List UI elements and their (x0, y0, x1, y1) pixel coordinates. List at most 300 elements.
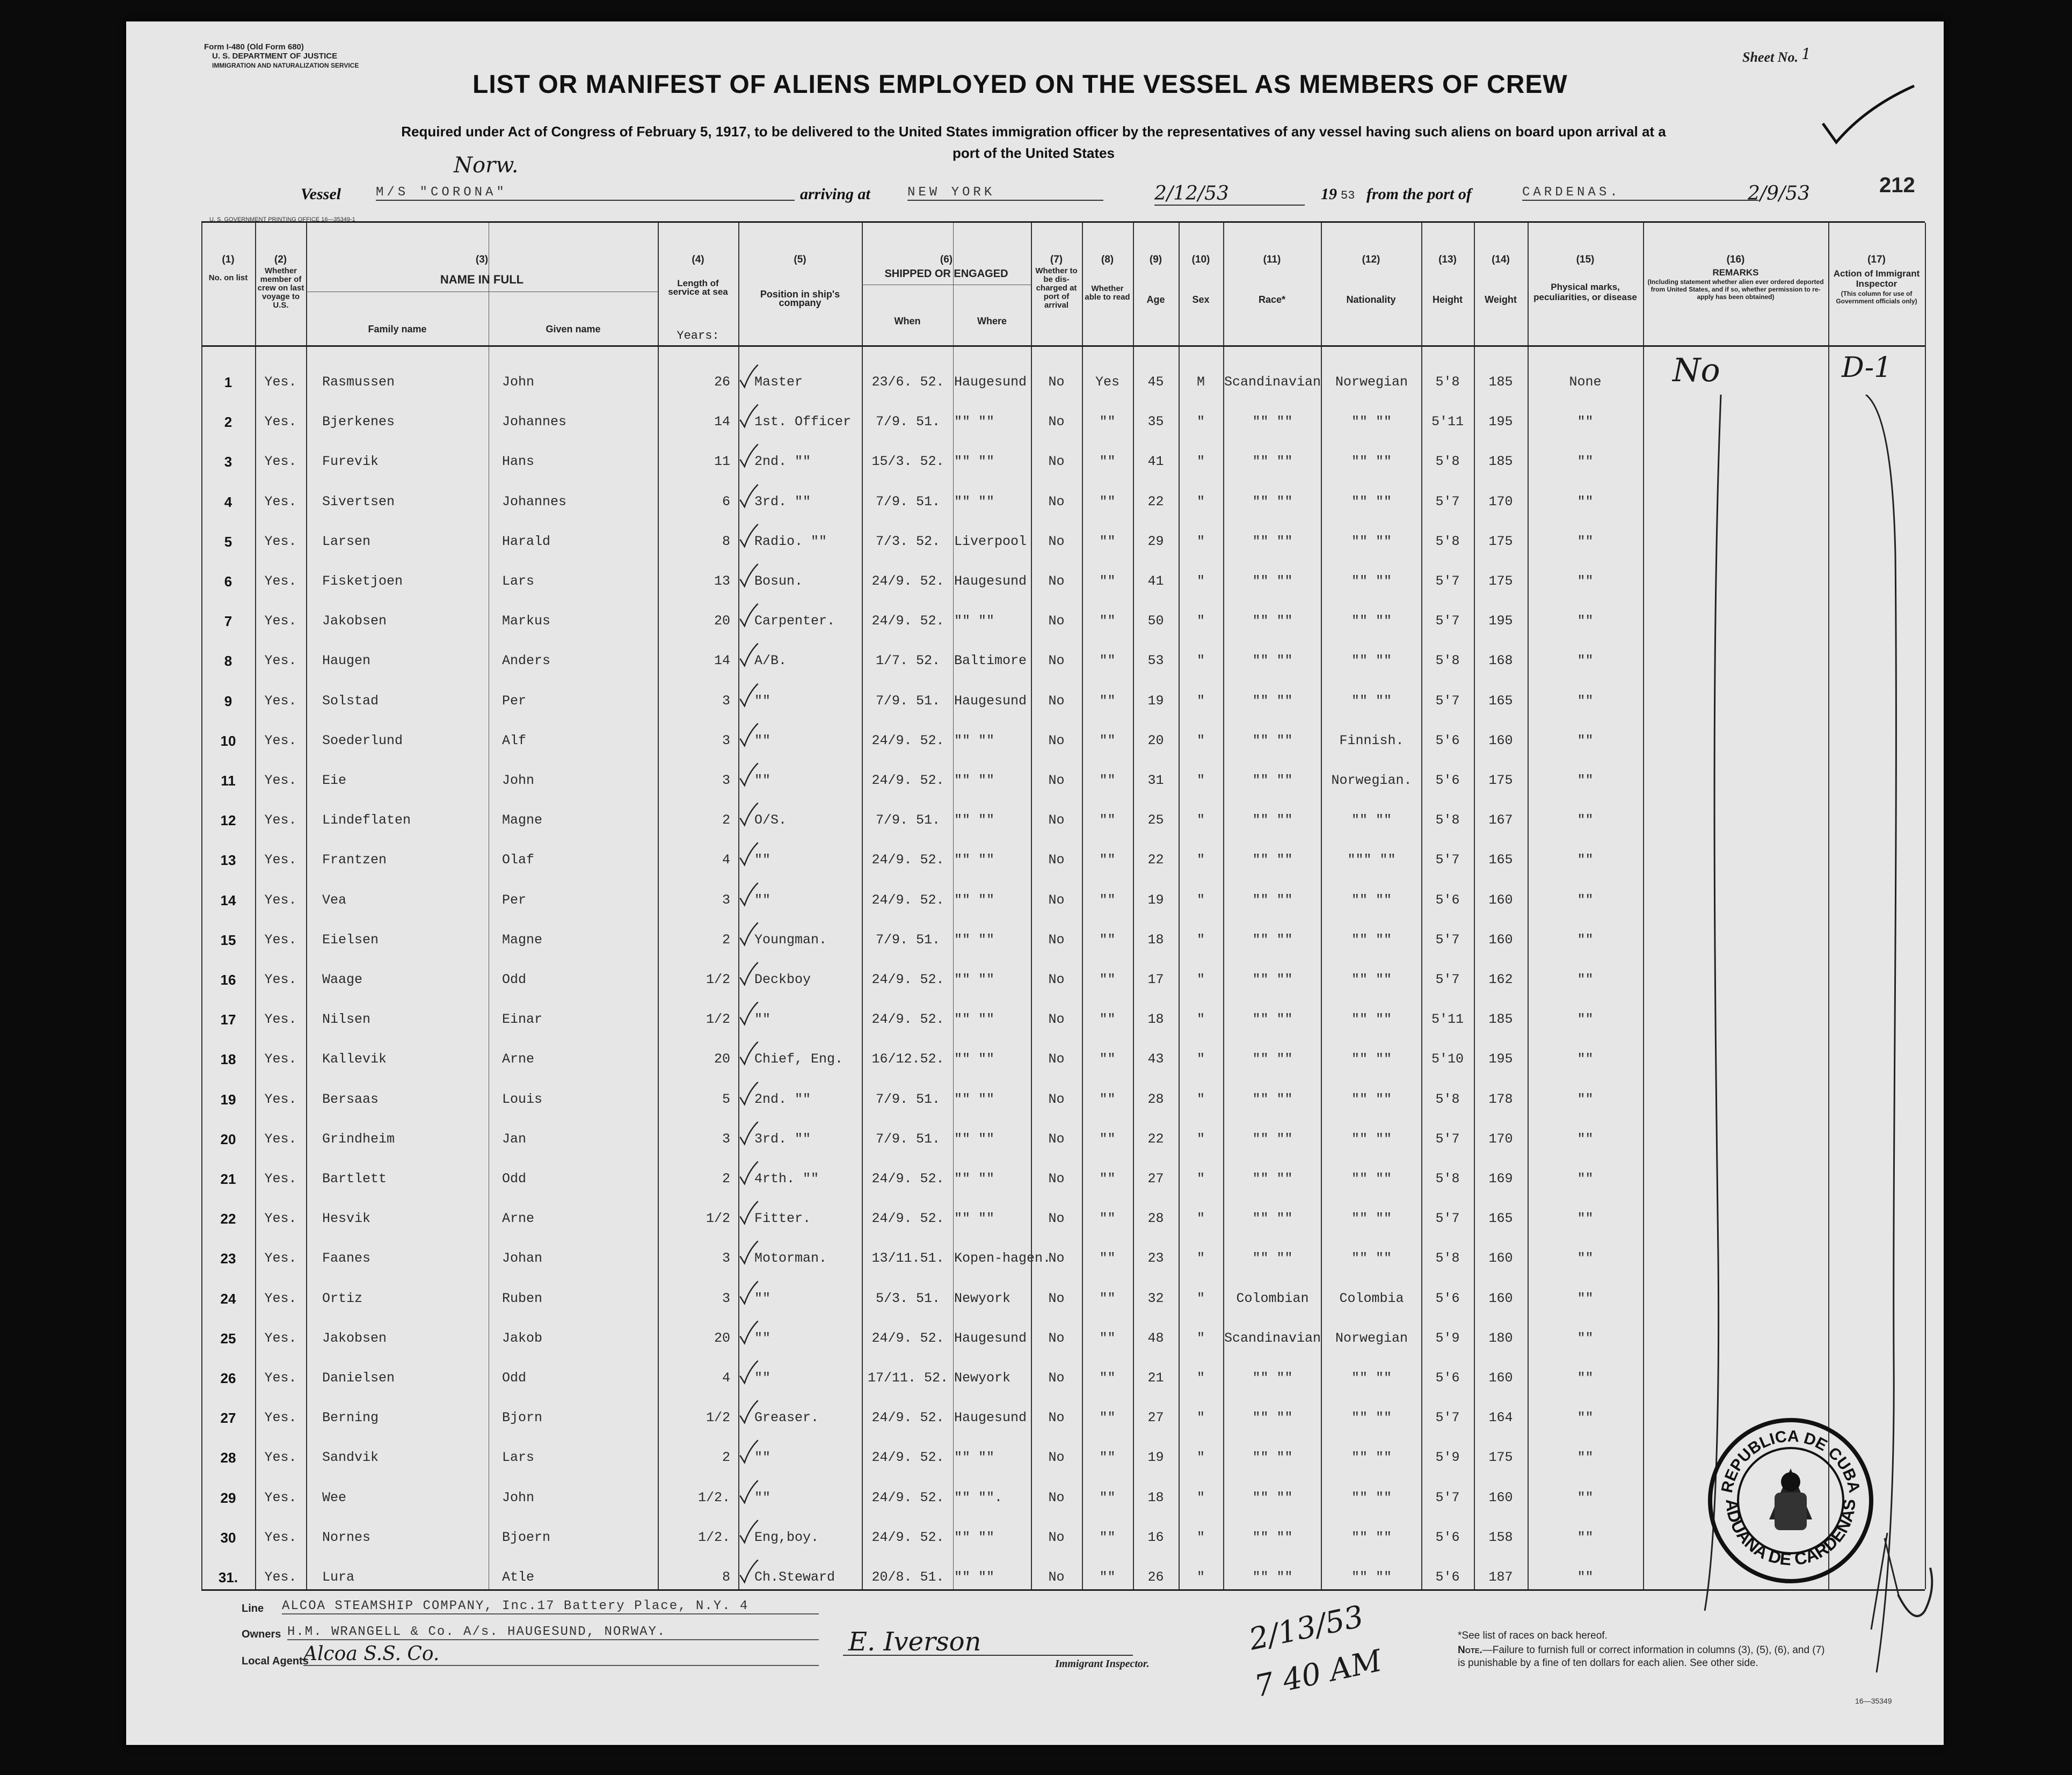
action-handwritten: D-1 (1842, 352, 1892, 384)
cell-nationality: Norwegian (1335, 1330, 1408, 1346)
cell-given: Bjoern (502, 1529, 551, 1545)
cell-where: "" "" (954, 1450, 995, 1466)
cell-race: "" "" (1252, 693, 1293, 709)
cell-crew: Yes. (264, 1489, 297, 1505)
cell-height: 5'7 (1435, 1211, 1460, 1227)
cell-sex: " (1196, 493, 1205, 510)
cell-when: 24/9. 52. (871, 1171, 944, 1187)
cell-nationality: Colombia (1339, 1290, 1404, 1306)
cell-marks: "" (1577, 1211, 1594, 1227)
cell-read: "" (1099, 852, 1116, 868)
cell-family: Grindheim (322, 1131, 395, 1147)
cell-given: Hans (502, 454, 535, 470)
cell-crew: Yes. (264, 1091, 297, 1107)
cell-marks: "" (1577, 812, 1594, 828)
cell-race: "" "" (1252, 773, 1293, 788)
cell-nationality: "" "" (1351, 414, 1392, 430)
cell-position: "" (754, 892, 771, 908)
cell-weight: 160 (1488, 1489, 1513, 1505)
cell-discharged: No (1048, 573, 1065, 589)
cell-race: "" "" (1252, 1489, 1293, 1505)
cell-weight: 187 (1488, 1569, 1513, 1585)
cell-race: "" "" (1252, 613, 1293, 629)
cell-family: Ortiz (322, 1290, 363, 1306)
cell-race: "" "" (1252, 493, 1293, 510)
cell-crew: Yes. (264, 414, 297, 430)
cell-race: "" "" (1252, 1370, 1293, 1386)
cell-weight: 175 (1488, 773, 1513, 788)
local-agents-label: Local Agents (242, 1655, 309, 1667)
checkmark-icon (738, 761, 760, 789)
cell-no: 7 (224, 613, 232, 630)
cell-where: "" "" (954, 1131, 995, 1147)
cell-years: 5 (722, 1091, 730, 1107)
header-discharged: Whether to be dis-charged at port of arrival (1035, 266, 1078, 310)
cell-discharged: No (1048, 972, 1065, 987)
cell-years: 1/2 (706, 972, 730, 987)
cell-family: Rasmussen (322, 374, 395, 390)
cell-height: 5'6 (1435, 773, 1460, 788)
cell-crew: Yes. (264, 1410, 297, 1426)
cell-height: 5'9 (1435, 1450, 1460, 1466)
cell-discharged: No (1048, 454, 1065, 470)
cell-family: Nornes (322, 1529, 371, 1545)
cell-when: 24/9. 52. (871, 1410, 944, 1426)
header-race: Race* (1258, 294, 1286, 305)
cell-sex: " (1196, 1450, 1205, 1466)
cell-marks: "" (1577, 1410, 1594, 1426)
cell-age: 25 (1147, 812, 1164, 828)
cell-nationality: Norwegian (1335, 374, 1408, 390)
cell-position: Carpenter. (754, 613, 835, 629)
header-family-name: Family name (368, 324, 427, 334)
cell-when: 7/9. 51. (875, 932, 941, 948)
cell-position: 3rd. "" (754, 493, 811, 510)
cell-nationality: "" "" (1351, 932, 1392, 948)
cell-discharged: No (1048, 1370, 1065, 1386)
manifest-sheet (126, 21, 1944, 1745)
cell-weight: 178 (1488, 1091, 1513, 1107)
subtitle-line1: Required under Act of Congress of February 5, 1917, to be delivered to the United States immigration officer by the representatives of any vessel having such aliens on board upon arrival at a (401, 123, 1666, 140)
cell-height: 5'11 (1431, 414, 1464, 430)
service-name: IMMIGRATION AND NATURALIZATION SERVICE (212, 62, 359, 69)
cell-where: "" "" (954, 1211, 995, 1227)
cell-race: "" "" (1252, 972, 1293, 987)
cell-nationality: "" "" (1351, 653, 1392, 669)
cell-when: 24/9. 52. (871, 1211, 944, 1227)
form-number: Form I-480 (Old Form 680) (204, 42, 304, 52)
cell-weight: 170 (1488, 493, 1513, 510)
cell-sex: " (1196, 1131, 1205, 1147)
cell-crew: Yes. (264, 732, 297, 748)
cell-given: Jan (502, 1131, 527, 1147)
checkmark-icon (738, 562, 760, 590)
sheet-number: 1 (1801, 45, 1811, 63)
cell-sex: " (1196, 1051, 1205, 1067)
cell-position: "" (754, 693, 771, 709)
cell-height: 5'8 (1435, 374, 1460, 390)
cell-when: 24/9. 52. (871, 573, 944, 589)
sheet-label: Sheet No. (1742, 49, 1798, 65)
cell-race: "" "" (1252, 1450, 1293, 1466)
cell-discharged: No (1048, 693, 1065, 709)
cell-age: 22 (1147, 493, 1164, 510)
cell-marks: "" (1577, 613, 1594, 629)
checkmark-icon (738, 1080, 760, 1108)
header-name-in-full: NAME IN FULL (440, 273, 524, 286)
header-nationality: Nationality (1346, 294, 1396, 305)
cell-read: "" (1099, 1290, 1116, 1306)
cell-family: Faanes (322, 1250, 371, 1267)
cell-given: Lars (502, 573, 535, 589)
cell-marks: "" (1577, 932, 1594, 948)
cell-sex: " (1196, 1370, 1205, 1386)
header-action-inspector: Action of Immigrant Inspector (1833, 268, 1920, 289)
cell-height: 5'6 (1435, 1370, 1460, 1386)
checkmark-icon (738, 482, 760, 510)
header-remarks-note: (Including statement whether alien ever ordered deported from United States, and if so, whether permission to re-apply has been obtained) (1647, 278, 1824, 301)
cell-discharged: No (1048, 533, 1065, 549)
cell-family: Eielsen (322, 932, 379, 948)
cell-crew: Yes. (264, 573, 297, 589)
header-length-of-service: Length of service at sea (668, 278, 728, 297)
cell-given: Per (502, 892, 527, 908)
cell-height: 5'6 (1435, 732, 1460, 748)
stamp-bottom-text: ADUANA DE CARDENAS (1722, 1498, 1859, 1569)
department-name: U. S. DEPARTMENT OF JUSTICE (212, 52, 338, 61)
cell-crew: Yes. (264, 1012, 297, 1028)
cell-where: Haugesund (954, 693, 1027, 709)
cell-given: Arne (502, 1051, 535, 1067)
cell-sex: " (1196, 812, 1205, 828)
customs-stamp (1702, 1412, 1879, 1589)
cell-no: 17 (220, 1012, 236, 1028)
header-weight: Weight (1485, 294, 1517, 305)
cell-read: "" (1099, 1131, 1116, 1147)
cell-no: 14 (220, 892, 236, 908)
cell-discharged: No (1048, 1569, 1065, 1585)
cell-race: "" "" (1252, 1250, 1293, 1267)
cell-age: 48 (1147, 1330, 1164, 1346)
cell-sex: " (1196, 852, 1205, 868)
cell-when: 16/12.52. (871, 1051, 944, 1067)
inspector-signature: E. Iverson (848, 1627, 982, 1657)
cell-where: "" "". (954, 1489, 1003, 1505)
cell-weight: 165 (1488, 852, 1513, 868)
cell-marks: "" (1577, 1012, 1594, 1028)
cell-family: Bersaas (322, 1091, 379, 1107)
cell-family: Eie (322, 773, 347, 788)
cell-position: Eng,boy. (754, 1529, 819, 1545)
cell-position: 4rth. "" (754, 1171, 819, 1187)
header-col17-num: (17) (1867, 254, 1886, 265)
cell-race: "" "" (1252, 1012, 1293, 1028)
cell-age: 41 (1147, 573, 1164, 589)
cell-years: 3 (722, 1131, 730, 1147)
cell-position: "" (754, 1370, 771, 1386)
cell-given: Louis (502, 1091, 543, 1107)
cell-sex: " (1196, 932, 1205, 948)
cell-no: 11 (221, 773, 236, 789)
cell-family: Solstad (322, 693, 379, 709)
cell-sex: " (1196, 1250, 1205, 1267)
cell-where: Newyork (954, 1370, 1011, 1386)
cell-read: "" (1099, 414, 1116, 430)
cell-age: 22 (1147, 1131, 1164, 1147)
cell-crew: Yes. (264, 892, 297, 908)
cell-age: 17 (1147, 972, 1164, 987)
header-col4-num: (4) (692, 254, 704, 265)
cell-marks: "" (1577, 693, 1594, 709)
cell-crew: Yes. (264, 613, 297, 629)
arriving-label: arriving at (800, 185, 870, 203)
cell-crew: Yes. (264, 1450, 297, 1466)
cell-read: "" (1099, 1529, 1116, 1545)
cell-race: "" "" (1252, 1211, 1293, 1227)
cell-crew: Yes. (264, 533, 297, 549)
cell-position: Master (754, 374, 803, 390)
cell-sex: " (1196, 533, 1205, 549)
cell-read: "" (1099, 1012, 1116, 1028)
cell-years: 3 (722, 1290, 730, 1306)
cell-no: 26 (220, 1370, 236, 1386)
cell-nationality: "" "" (1351, 533, 1392, 549)
cell-weight: 160 (1488, 1370, 1513, 1386)
cell-marks: "" (1577, 533, 1594, 549)
cell-weight: 160 (1488, 1290, 1513, 1306)
cell-where: "" "" (954, 812, 995, 828)
cell-read: "" (1099, 454, 1116, 470)
checkmark-icon (738, 641, 760, 669)
cell-age: 20 (1147, 732, 1164, 748)
cell-years: 8 (722, 533, 730, 549)
cell-read: "" (1099, 1569, 1116, 1585)
from-port: CARDENAS. (1522, 185, 1758, 201)
cell-marks: "" (1577, 892, 1594, 908)
cell-when: 7/9. 51. (875, 693, 941, 709)
cell-age: 31 (1147, 773, 1164, 788)
cell-when: 20/8. 51. (871, 1569, 944, 1585)
cell-discharged: No (1048, 1290, 1065, 1306)
cell-no: 18 (220, 1051, 236, 1068)
cell-read: "" (1099, 533, 1116, 549)
cell-no: 23 (220, 1250, 236, 1267)
cell-nationality: "" "" (1351, 1131, 1392, 1147)
cell-where: "" "" (954, 732, 995, 748)
cell-race: "" "" (1252, 1529, 1293, 1545)
cell-no: 5 (224, 533, 232, 550)
cell-no: 6 (224, 573, 232, 590)
year-suffix: 53 (1341, 189, 1355, 202)
cell-race: "" "" (1252, 573, 1293, 589)
cell-race: "" "" (1252, 852, 1293, 868)
cell-crew: Yes. (264, 773, 297, 788)
checkmark-icon (738, 801, 760, 828)
cell-read: "" (1099, 1211, 1116, 1227)
cell-years: 1/2 (706, 1211, 730, 1227)
cell-where: "" "" (954, 972, 995, 987)
cell-read: Yes (1095, 374, 1119, 390)
cell-read: "" (1099, 732, 1116, 748)
cell-marks: "" (1577, 1091, 1594, 1107)
cell-race: "" "" (1252, 732, 1293, 748)
cell-sex: " (1196, 414, 1205, 430)
cell-discharged: No (1048, 613, 1065, 629)
header-col6-num: (6) (940, 254, 953, 265)
cell-years: 1/2 (706, 1012, 730, 1028)
vessel-handwritten-note: Norw. (454, 153, 519, 178)
cell-weight: 195 (1488, 613, 1513, 629)
cell-position: Chief, Eng. (754, 1051, 844, 1067)
cell-where: "" "" (954, 454, 995, 470)
cell-marks: None (1569, 374, 1602, 390)
cell-when: 7/9. 51. (875, 1091, 941, 1107)
cell-discharged: No (1048, 932, 1065, 948)
checkmark-icon (738, 960, 760, 988)
remarks-handwritten-no: No (1673, 352, 1720, 389)
cell-weight: 175 (1488, 533, 1513, 549)
cell-given: Lars (502, 1450, 535, 1466)
cell-years: 4 (722, 852, 730, 868)
cell-given: Per (502, 693, 527, 709)
year-prefix: 19 (1321, 185, 1337, 203)
checkmark-icon (738, 1358, 760, 1386)
line-label: Line (242, 1603, 264, 1614)
owners-label: Owners (242, 1628, 281, 1640)
departure-date: 2/9/53 (1748, 183, 1810, 205)
cell-crew: Yes. (264, 852, 297, 868)
cell-family: Jakobsen (322, 613, 387, 629)
cell-nationality: Norwegian. (1331, 773, 1412, 788)
cell-position: Youngman. (754, 932, 827, 948)
cell-family: Danielsen (322, 1370, 395, 1386)
cell-discharged: No (1048, 812, 1065, 828)
cell-no: 21 (220, 1171, 236, 1187)
header-col10-num: (10) (1191, 254, 1210, 265)
cell-weight: 160 (1488, 732, 1513, 748)
checkmark-icon (738, 1438, 760, 1466)
cell-no: 24 (220, 1290, 236, 1307)
cell-marks: "" (1577, 972, 1594, 987)
cell-position: "" (754, 1330, 771, 1346)
cell-when: 7/9. 51. (875, 812, 941, 828)
cell-discharged: No (1048, 773, 1065, 788)
from-port-label: from the port of (1366, 185, 1472, 203)
checkmark-icon (738, 881, 760, 908)
header-col11-num: (11) (1263, 254, 1281, 265)
cell-crew: Yes. (264, 454, 297, 470)
cell-crew: Yes. (264, 1250, 297, 1267)
cell-when: 7/9. 51. (875, 414, 941, 430)
cell-height: 5'7 (1435, 613, 1460, 629)
header-col3-num: (3) (475, 254, 489, 265)
header-col14-num: (14) (1492, 254, 1510, 265)
cell-no: 15 (220, 932, 236, 948)
cell-discharged: No (1048, 1211, 1065, 1227)
cell-years: 26 (714, 374, 730, 390)
cell-height: 5'8 (1435, 653, 1460, 669)
cell-where: Haugesund (954, 1330, 1027, 1346)
stamp-top-text: REPUBLICA DE CUBA (1718, 1427, 1864, 1495)
cell-sex: " (1196, 693, 1205, 709)
cell-given: Ruben (502, 1290, 543, 1306)
cell-marks: "" (1577, 1330, 1594, 1346)
cell-discharged: No (1048, 374, 1065, 390)
cell-age: 26 (1147, 1569, 1164, 1585)
checkmark-icon (738, 1319, 760, 1347)
cell-when: 24/9. 52. (871, 972, 944, 987)
cell-given: Johannes (502, 414, 567, 430)
vessel-name: M/S "CORONA" (376, 185, 795, 201)
cell-family: Jakobsen (322, 1330, 387, 1346)
cell-years: 14 (714, 653, 730, 669)
cell-when: 7/9. 51. (875, 1131, 941, 1147)
cell-when: 7/9. 51. (875, 493, 941, 510)
cell-where: Baltimore (954, 653, 1027, 669)
cell-no: 20 (220, 1131, 236, 1147)
cell-read: "" (1099, 613, 1116, 629)
cell-years: 14 (714, 414, 730, 430)
cell-years: 2 (722, 1450, 730, 1466)
cell-marks: "" (1577, 1529, 1594, 1545)
cell-years: 3 (722, 1250, 730, 1267)
cell-no: 1 (224, 374, 232, 390)
cell-where: "" "" (954, 932, 995, 948)
cell-position: 2nd. "" (754, 1091, 811, 1107)
checkmark-icon (738, 362, 760, 390)
cell-discharged: No (1048, 1171, 1065, 1187)
cell-no: 29 (220, 1489, 236, 1506)
cell-discharged: No (1048, 1091, 1065, 1107)
cell-when: 24/9. 52. (871, 1529, 944, 1545)
cell-race: "" "" (1252, 1091, 1293, 1107)
cell-height: 5'7 (1435, 852, 1460, 868)
cell-discharged: No (1048, 1529, 1065, 1545)
cell-weight: 185 (1488, 1012, 1513, 1028)
cell-when: 24/9. 52. (871, 1012, 944, 1028)
cell-family: Nilsen (322, 1012, 371, 1028)
cell-sex: M (1196, 374, 1205, 390)
cell-read: "" (1099, 773, 1116, 788)
cell-height: 5'8 (1435, 812, 1460, 828)
cell-when: 17/11. 52. (867, 1370, 949, 1386)
cell-weight: 169 (1488, 1171, 1513, 1187)
cell-given: Jakob (502, 1330, 543, 1346)
header-col8-num: (8) (1101, 254, 1114, 265)
local-agents-value: Alcoa S.S. Co. (303, 1643, 819, 1666)
cell-where: Kopen-hagen. (954, 1250, 1051, 1267)
cell-discharged: No (1048, 1250, 1065, 1267)
cell-age: 18 (1147, 1012, 1164, 1028)
cell-marks: "" (1577, 1250, 1594, 1267)
cell-age: 45 (1147, 374, 1164, 390)
cell-age: 50 (1147, 613, 1164, 629)
cell-position: Fitter. (754, 1211, 811, 1227)
checkmark-icon (738, 1039, 760, 1067)
cell-height: 5'6 (1435, 1290, 1460, 1306)
cell-nationality: "" "" (1351, 1171, 1392, 1187)
arrival-date: 2/12/53 (1154, 183, 1305, 206)
cell-given: Arne (502, 1211, 535, 1227)
cell-no: 30 (220, 1529, 236, 1546)
cell-family: Frantzen (322, 852, 387, 868)
cell-family: Sivertsen (322, 493, 395, 510)
cell-height: 5'7 (1435, 693, 1460, 709)
cell-sex: " (1196, 653, 1205, 669)
checkmark-icon (738, 601, 760, 629)
cell-read: "" (1099, 1051, 1116, 1067)
cell-no: 16 (220, 972, 236, 988)
